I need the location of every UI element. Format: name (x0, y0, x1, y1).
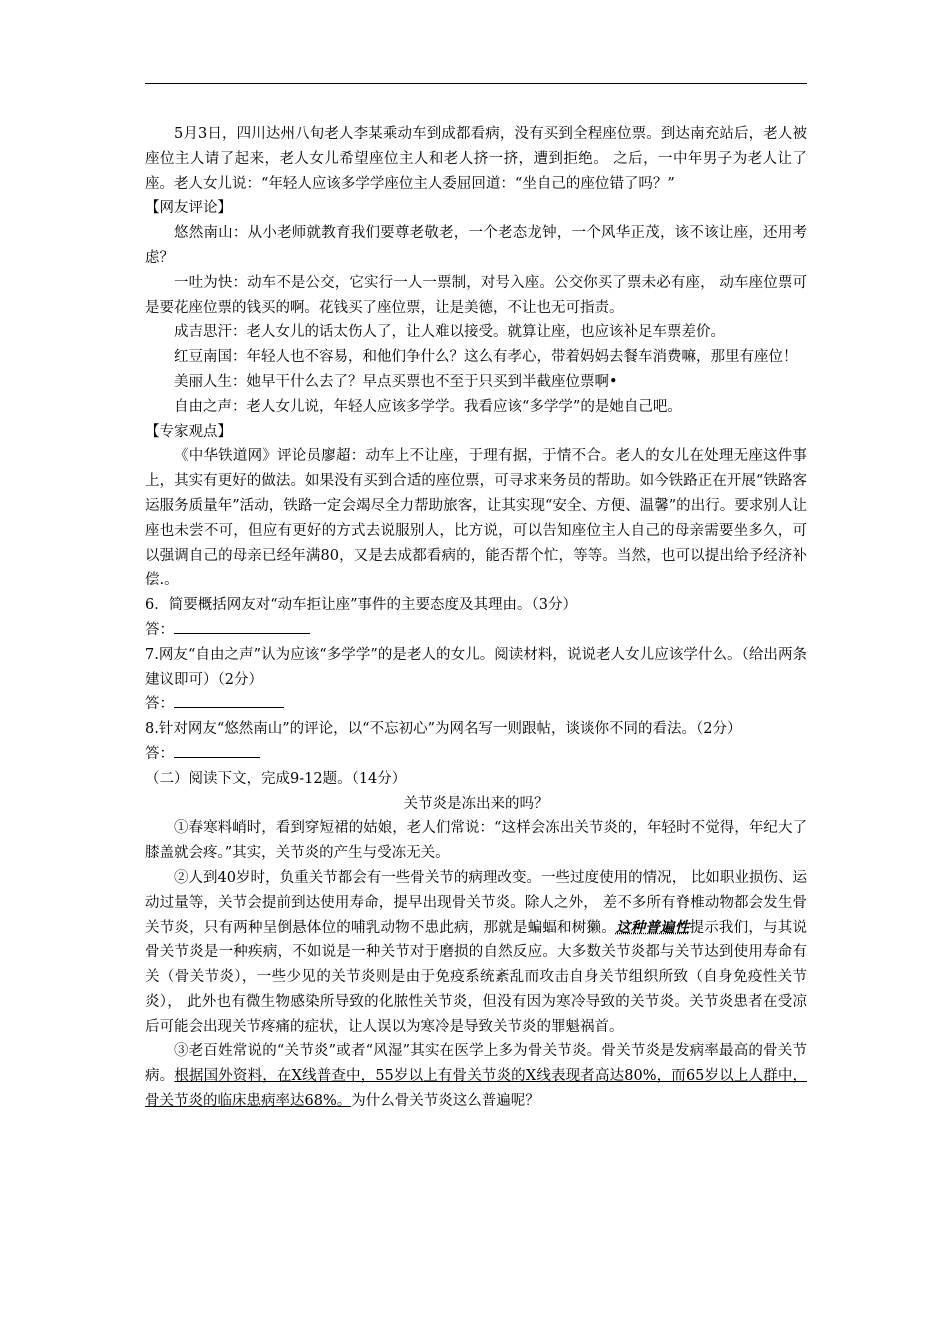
netizen-comment: 成吉思汗：老人女儿的话太伤人了，让人难以接受。就算让座，也应该补足车票差价。 (174, 324, 725, 341)
passage-paragraph: 5月3日，四川达州八旬老人李某乘动车到成都看病，没有买到全程座位票。到达南充站后，老人被座位主人请了起来，老人女儿希望座位主人和老人挤一挤，遭到拒绝。 之后，一中年男子为老人让了座。老人女儿说：“年轻人应该多学学座位主人委屈回道：“坐自己的座位错了吗？” (145, 126, 807, 192)
question-8: 8.针对网友“悠然南山”的评论，以“不忘初心”为网名写一则跟帖，谈谈你不同的看法。（2分） (145, 721, 742, 738)
paragraph-text: 提示我们，与其说骨关节炎是一种疾病，不如说是一种关节对于磨损的自然反应。大多数关节炎都与关节达到使用寿命有关（骨关节炎），一些少见的关节炎则是由于免疫系统紊乱而攻击自身关节组织所致（自身免疫性关节炎）， 此外也有微生物感染所导致的化脓性关节炎，但没有因为寒冷导致的关节炎。关节炎患者在受凉后可能会出现关节疼痛的症状，让人误以为寒冷是导致关节炎的罪魁祸首。 (145, 919, 808, 1035)
underlined-sentence: 根据国外资料，在X线普查中，55岁以上有骨关节炎的X线表现者高达80%，而65岁以上人群中，骨关节炎的临床患病率达68%。 (145, 1068, 807, 1110)
paragraph-text: ③老百姓常说的“关节炎”或者“风湿”其实在医学上多为骨关节炎。骨关节炎是发病率最高的骨关节病。 (145, 1043, 807, 1085)
question-6: 6．简要概括网友对“动车拒让座”事件的主要态度及其理由。（3分） (145, 597, 578, 614)
answer-label: 答： (145, 621, 174, 638)
article-title: 关节炎是冻出来的吗？ (403, 795, 549, 812)
netizen-comment: 红豆南国：年轻人也不容易，和他们争什么？这么有孝心，带着妈妈去餐车消费嘛，那里有座位！ (174, 349, 798, 366)
expert-heading: 【专家观点】 (145, 423, 232, 440)
netizen-comment: 美丽人生：她早干什么去了？早点买票也不至于只买到半截座位票啊• (174, 373, 618, 390)
document-body (145, 122, 807, 1114)
answer-blank[interactable] (174, 743, 260, 758)
expert-paragraph: 《中华铁道网》评论员廖超：动车上不让座，于理有据，于情不合。老人的女儿在处理无座这件事上，其实有更好的做法。如果没有买到合适的座位票，可寻求来务员的帮助。如今铁路正在开展“铁路客运服务质量年”活动，铁路一定会竭尽全力帮助旅客，让其实现“安全、方便、温馨”的出行。要求别人让座也未尝不可，但应有更好的方式去说服别人，比方说，可以告知座位主人自己的母亲需要坐多久，可以强调自己的母亲已经年满80，又是去成都看病的，能否帮个忙，等等。当然，也可以提出给予经济补偿.。 (145, 448, 807, 589)
netizen-comment: 悠然南山：从小老师就教育我们要尊老敬老，一个老态龙钟，一个风华正茂，该不该让座，还用考虑？ (145, 225, 807, 266)
answer-blank[interactable] (174, 693, 284, 708)
answer-label: 答： (145, 696, 174, 713)
section-intro: （二）阅读下文，完成9-12题。（14分） (145, 770, 407, 787)
article-paragraph: ①春寒料峭时，看到穿短裙的姑娘，老人们常说：“这样会冻出关节炎的，年轻时不觉得，年纪大了膝盖就会疼。”其实，关节炎的产生与受冻无关。 (145, 820, 807, 862)
header-rule (145, 83, 807, 84)
netizen-comment: 一吐为快：动车不是公交，它实行一人一票制，对号入座。公交你买了票未必有座， 动车座位票可是要花座位票的钱买的啊。花钱买了座位票，让是美德，不让也无可指责。 (145, 274, 807, 316)
answer-line-6 (145, 618, 807, 643)
netizen-comment: 自由之声：老人女儿说，年轻人应该多学学。我看应该“多学学”的是她自己吧。 (174, 398, 682, 415)
emphasized-phrase: 这种普遍性 (615, 918, 690, 936)
paragraph-text: ②人到40岁时，负重关节都会有一些骨关节的病理改变。一些过度使用的情况， 比如职业损伤、运动过量等，关节会提前到达使用寿命，提早出现骨关节炎。除人之外， 差不多所有脊椎动物都会发生骨关节炎，只有两种呈倒悬体位的哺乳动物不患此病，那就是蝙蝠和树獭。 (145, 869, 807, 936)
answer-line-7 (145, 692, 807, 717)
answer-line-8 (145, 742, 807, 767)
article-paragraph (145, 866, 807, 1040)
answer-label: 答： (145, 745, 174, 762)
question-7: 7.网友“自由之声”认为应该“多学学”的是老人的女儿。阅读材料，说说老人女儿应该学什么。（给出两条建议即可）（2分） (145, 646, 807, 688)
netizen-heading: 【网友评论】 (145, 200, 232, 217)
answer-blank[interactable] (174, 619, 310, 634)
paragraph-text: 为什么骨关节炎这么普遍呢？ (351, 1093, 540, 1110)
article-paragraph (145, 1039, 807, 1113)
